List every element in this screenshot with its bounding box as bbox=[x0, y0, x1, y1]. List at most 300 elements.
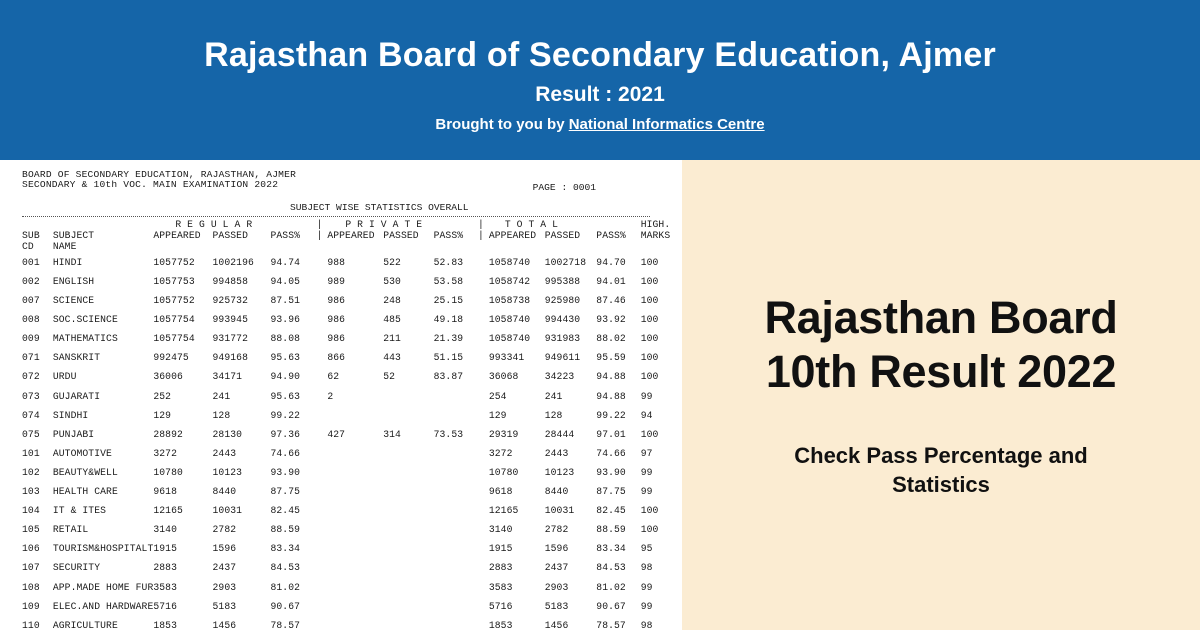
cell-private-appeared bbox=[327, 501, 383, 520]
promo-title-line-2: 10th Result 2022 bbox=[765, 346, 1117, 398]
cell-total-pct: 74.66 bbox=[596, 447, 626, 459]
cell-subject-code: 106 bbox=[22, 543, 40, 555]
cell-subject-code: 104 bbox=[22, 505, 40, 517]
cell-subject-code: 102 bbox=[22, 466, 40, 478]
cell-regular-appeared: 5716 bbox=[153, 600, 178, 612]
cell-private-pct bbox=[434, 597, 478, 616]
cell-regular-appeared: 1057752 bbox=[153, 256, 195, 268]
cell-subject-name: GUJARATI bbox=[52, 390, 101, 402]
cell-total-appeared: 10780 bbox=[488, 466, 519, 478]
cell-private-passed: 443 bbox=[383, 352, 401, 364]
cell-separator bbox=[478, 482, 489, 501]
cell-subject-name: TOURISM&HOSPITALT bbox=[52, 543, 154, 555]
table-row bbox=[22, 558, 682, 577]
cell-separator bbox=[317, 291, 328, 310]
cell-separator bbox=[317, 329, 328, 348]
col-high-marks: MARKS bbox=[640, 230, 671, 242]
cell-private-appeared bbox=[327, 616, 383, 630]
cell-total-appeared: 3272 bbox=[488, 447, 513, 459]
col-private-passed: PASSED bbox=[383, 230, 419, 242]
cell-regular-appeared: 3140 bbox=[153, 524, 178, 536]
cell-regular-appeared: 252 bbox=[153, 390, 172, 402]
cell-private-appeared: 986 bbox=[327, 333, 346, 345]
cell-total-passed: 2443 bbox=[544, 447, 569, 459]
cell-subject-code: 009 bbox=[22, 333, 40, 345]
cell-private-passed: 530 bbox=[383, 276, 401, 288]
cell-regular-appeared: 129 bbox=[153, 409, 172, 421]
cell-private-passed: 248 bbox=[383, 295, 401, 307]
cell-subject-code: 105 bbox=[22, 524, 40, 536]
table-row bbox=[22, 520, 682, 539]
cell-private-appeared: 427 bbox=[327, 428, 346, 440]
cell-total-pct: 93.90 bbox=[596, 466, 626, 478]
cell-separator bbox=[478, 616, 489, 630]
table-column-header-row-2 bbox=[22, 242, 682, 253]
cell-separator bbox=[478, 597, 489, 616]
promo-subtitle bbox=[794, 442, 1087, 499]
cell-total-pct: 94.88 bbox=[596, 390, 626, 402]
cell-private-passed: 314 bbox=[383, 428, 401, 440]
cell-regular-passed: 2437 bbox=[212, 562, 237, 574]
cell-total-appeared: 9618 bbox=[488, 486, 513, 498]
col-regular-passed: PASSED bbox=[212, 230, 248, 242]
cell-regular-pct: 84.53 bbox=[270, 562, 301, 574]
cell-subject-name: PUNJABI bbox=[52, 428, 95, 440]
cell-high-marks: 100 bbox=[640, 428, 659, 440]
cell-total-pct: 78.57 bbox=[596, 619, 626, 630]
cell-total-passed: 10123 bbox=[544, 466, 575, 478]
cell-regular-pct: 81.02 bbox=[270, 581, 301, 593]
cell-total-passed: 128 bbox=[544, 409, 563, 421]
banner-credit-prefix: Brought to you by bbox=[435, 116, 569, 134]
cell-private-appeared: 2 bbox=[327, 390, 334, 402]
cell-regular-appeared: 10780 bbox=[153, 466, 183, 478]
cell-regular-pct: 93.96 bbox=[270, 314, 301, 326]
cell-total-passed: 2903 bbox=[544, 581, 569, 593]
banner-subtitle: Result : 2021 bbox=[535, 83, 665, 107]
table-header bbox=[22, 220, 682, 253]
cell-subject-code: 002 bbox=[22, 276, 40, 288]
cell-separator bbox=[317, 425, 328, 444]
cell-private-appeared bbox=[327, 558, 383, 577]
group-sep-2: | bbox=[478, 219, 484, 231]
cell-subject-name: SECURITY bbox=[52, 562, 101, 574]
cell-regular-passed: 925732 bbox=[212, 295, 248, 307]
cell-private-appeared bbox=[327, 463, 383, 482]
divider-top bbox=[22, 216, 650, 217]
cell-total-appeared: 5716 bbox=[488, 600, 513, 612]
cell-total-appeared: 12165 bbox=[488, 505, 519, 517]
cell-high-marks: 100 bbox=[640, 505, 659, 517]
cell-high-marks: 99 bbox=[640, 390, 653, 402]
doc-header-line-1: BOARD OF SECONDARY EDUCATION, RAJASTHAN, AJMER bbox=[22, 169, 297, 180]
cell-private-pct bbox=[434, 387, 478, 406]
cell-regular-appeared: 992475 bbox=[153, 352, 189, 364]
table-row bbox=[22, 578, 682, 597]
cell-separator bbox=[317, 463, 328, 482]
table-row bbox=[22, 406, 682, 425]
cell-regular-passed: 128 bbox=[212, 409, 231, 421]
cell-separator bbox=[317, 616, 328, 630]
cell-private-appeared bbox=[327, 578, 383, 597]
table-row bbox=[22, 310, 682, 329]
table-row bbox=[22, 501, 682, 520]
cell-total-passed: 10031 bbox=[544, 505, 575, 517]
cell-private-pct bbox=[434, 406, 478, 425]
group-header-private: P R I V A T E bbox=[345, 219, 423, 231]
cell-high-marks: 100 bbox=[640, 371, 659, 383]
cell-high-marks: 100 bbox=[640, 333, 659, 345]
group-header-total: T O T A L bbox=[504, 219, 559, 231]
cell-subject-code: 071 bbox=[22, 352, 40, 364]
cell-subject-code: 107 bbox=[22, 562, 40, 574]
cell-subject-name: APP.MADE HOME FUR bbox=[52, 581, 154, 593]
cell-subject-code: 103 bbox=[22, 486, 40, 498]
cell-regular-appeared: 3583 bbox=[153, 581, 178, 593]
cell-regular-pct: 94.05 bbox=[270, 276, 301, 288]
cell-regular-pct: 87.51 bbox=[270, 295, 301, 307]
cell-separator bbox=[317, 520, 328, 539]
col-regular-appeared: APPEARED bbox=[153, 230, 201, 242]
cell-subject-name: SOC.SCIENCE bbox=[52, 314, 118, 326]
cell-total-pct: 94.70 bbox=[596, 256, 626, 268]
col-sep-1: | bbox=[316, 230, 323, 242]
banner-title: Rajasthan Board of Secondary Education, Ajmer bbox=[204, 36, 996, 74]
promo-subtitle-line-2: Statistics bbox=[892, 471, 990, 497]
cell-private-passed bbox=[383, 558, 433, 577]
cell-total-pct: 97.01 bbox=[596, 428, 626, 440]
cell-private-pct: 21.39 bbox=[433, 333, 464, 345]
cell-regular-passed: 2903 bbox=[212, 581, 237, 593]
cell-total-appeared: 29319 bbox=[488, 428, 519, 440]
cell-total-passed: 995388 bbox=[544, 276, 581, 288]
cell-total-pct: 90.67 bbox=[596, 600, 626, 612]
cell-private-pct: 52.83 bbox=[433, 256, 464, 268]
cell-regular-passed: 931772 bbox=[212, 333, 248, 345]
promo-title-line-1: Rajasthan Board bbox=[764, 291, 1118, 343]
cell-separator bbox=[317, 558, 328, 577]
cell-private-passed: 52 bbox=[383, 371, 396, 383]
cell-total-passed: 925980 bbox=[544, 295, 581, 307]
cell-separator bbox=[478, 578, 489, 597]
cell-regular-passed: 28130 bbox=[212, 428, 243, 440]
col-total-appeared: APPEARED bbox=[488, 230, 537, 242]
cell-private-passed bbox=[383, 463, 433, 482]
cell-private-appeared: 62 bbox=[327, 371, 340, 383]
table-row bbox=[22, 425, 682, 444]
cell-private-pct bbox=[434, 616, 478, 630]
cell-regular-passed: 2782 bbox=[212, 524, 237, 536]
col-sep-2: | bbox=[478, 230, 484, 242]
cell-subject-code: 001 bbox=[22, 256, 40, 268]
cell-total-appeared: 129 bbox=[488, 409, 507, 421]
cell-regular-appeared: 1853 bbox=[153, 619, 178, 630]
cell-separator bbox=[317, 444, 328, 463]
col-sub: SUB bbox=[22, 230, 40, 242]
cell-private-pct: 73.53 bbox=[433, 428, 464, 440]
cell-subject-code: 072 bbox=[22, 371, 40, 383]
col-total-passed: PASSED bbox=[544, 230, 581, 242]
cell-total-pct: 81.02 bbox=[596, 581, 626, 593]
cell-regular-passed: 241 bbox=[212, 390, 231, 402]
cell-high-marks: 100 bbox=[640, 295, 659, 307]
cell-private-passed bbox=[383, 616, 433, 630]
cell-regular-passed: 1596 bbox=[212, 543, 237, 555]
cell-high-marks: 100 bbox=[640, 314, 659, 326]
cell-private-pct bbox=[434, 539, 478, 558]
cell-high-marks: 97 bbox=[640, 447, 653, 459]
cell-regular-passed: 2443 bbox=[212, 447, 237, 459]
cell-private-appeared: 866 bbox=[327, 352, 346, 364]
promo-title bbox=[764, 291, 1117, 401]
cell-separator bbox=[478, 253, 489, 272]
cell-private-passed bbox=[383, 444, 433, 463]
cell-total-appeared: 1058740 bbox=[488, 256, 531, 268]
cell-private-pct bbox=[434, 520, 478, 539]
cell-total-appeared: 36068 bbox=[488, 371, 519, 383]
cell-private-passed: 522 bbox=[383, 256, 401, 268]
cell-private-appeared bbox=[327, 406, 383, 425]
cell-private-passed bbox=[383, 520, 433, 539]
cell-separator bbox=[317, 348, 328, 367]
table-row bbox=[22, 597, 682, 616]
group-header-regular: R E G U L A R bbox=[175, 219, 253, 231]
promo-subtitle-line-1: Check Pass Percentage and bbox=[794, 443, 1088, 469]
cell-total-appeared: 1058740 bbox=[488, 314, 531, 326]
cell-private-appeared bbox=[327, 597, 383, 616]
doc-center-title: SUBJECT WISE STATISTICS OVERALL bbox=[290, 201, 469, 213]
cell-separator bbox=[478, 329, 489, 348]
cell-total-pct: 83.34 bbox=[596, 543, 626, 555]
table-row bbox=[22, 463, 682, 482]
cell-total-pct: 87.46 bbox=[596, 295, 626, 307]
cell-total-appeared: 2883 bbox=[488, 562, 513, 574]
cell-total-passed: 241 bbox=[544, 390, 563, 402]
table-row bbox=[22, 482, 682, 501]
cell-subject-code: 108 bbox=[22, 581, 40, 593]
cell-regular-appeared: 2883 bbox=[153, 562, 178, 574]
cell-separator bbox=[478, 367, 489, 386]
cell-total-passed: 2437 bbox=[544, 562, 569, 574]
cell-regular-appeared: 3272 bbox=[153, 447, 178, 459]
cell-private-pct bbox=[434, 482, 478, 501]
cell-separator bbox=[478, 387, 489, 406]
cell-regular-passed: 5183 bbox=[212, 600, 237, 612]
cell-separator bbox=[317, 406, 328, 425]
cell-private-passed bbox=[383, 501, 433, 520]
cell-regular-passed: 34171 bbox=[212, 371, 243, 383]
cell-regular-appeared: 1915 bbox=[153, 543, 178, 555]
cell-high-marks: 100 bbox=[640, 524, 659, 536]
table-row bbox=[22, 444, 682, 463]
cell-regular-appeared: 28892 bbox=[153, 428, 183, 440]
cell-separator bbox=[317, 501, 328, 520]
cell-regular-appeared: 1057753 bbox=[153, 276, 195, 288]
cell-private-passed bbox=[383, 597, 433, 616]
table-row bbox=[22, 616, 682, 630]
cell-subject-name: HINDI bbox=[52, 256, 83, 268]
cell-regular-passed: 949168 bbox=[212, 352, 248, 364]
cell-total-appeared: 1058738 bbox=[488, 295, 531, 307]
col-private-appeared: APPEARED bbox=[327, 230, 375, 242]
cell-total-pct: 93.92 bbox=[596, 314, 626, 326]
cell-high-marks: 99 bbox=[640, 486, 653, 498]
cell-private-pct: 25.15 bbox=[433, 295, 464, 307]
cell-separator bbox=[317, 253, 328, 272]
cell-separator bbox=[478, 310, 489, 329]
table-row bbox=[22, 329, 682, 348]
cell-private-appeared: 989 bbox=[327, 276, 346, 288]
cell-separator bbox=[317, 272, 328, 291]
cell-regular-pct: 99.22 bbox=[270, 409, 301, 421]
cell-subject-name: IT & ITES bbox=[52, 505, 107, 517]
cell-regular-appeared: 36006 bbox=[153, 371, 183, 383]
cell-high-marks: 99 bbox=[640, 466, 653, 478]
cell-total-appeared: 993341 bbox=[488, 352, 525, 364]
table-row bbox=[22, 348, 682, 367]
group-sep-1: | bbox=[316, 219, 323, 231]
cell-regular-pct: 74.66 bbox=[270, 447, 301, 459]
cell-total-passed: 1002718 bbox=[544, 256, 587, 268]
cell-total-appeared: 3140 bbox=[488, 524, 513, 536]
cell-separator bbox=[478, 425, 489, 444]
cell-subject-name: SINDHI bbox=[52, 409, 89, 421]
cell-regular-passed: 1002196 bbox=[212, 256, 254, 268]
cell-regular-appeared: 9618 bbox=[153, 486, 178, 498]
cell-separator bbox=[478, 406, 489, 425]
cell-subject-name: BEAUTY&WELL bbox=[52, 466, 118, 478]
cell-separator bbox=[478, 463, 489, 482]
cell-total-pct: 87.75 bbox=[596, 486, 626, 498]
cell-total-passed: 1456 bbox=[544, 619, 569, 630]
cell-regular-appeared: 1057752 bbox=[153, 295, 195, 307]
cell-high-marks: 100 bbox=[640, 276, 659, 288]
cell-total-pct: 82.45 bbox=[596, 505, 626, 517]
group-header-high: HIGH. bbox=[640, 219, 671, 231]
cell-regular-appeared: 1057754 bbox=[153, 333, 195, 345]
cell-high-marks: 94 bbox=[640, 409, 653, 421]
cell-high-marks: 99 bbox=[640, 600, 653, 612]
col-subject: SUBJECT bbox=[52, 230, 95, 242]
cell-private-pct bbox=[434, 444, 478, 463]
cell-separator bbox=[317, 310, 328, 329]
cell-total-appeared: 1058742 bbox=[488, 276, 531, 288]
cell-regular-pct: 94.74 bbox=[270, 256, 301, 268]
cell-private-pct: 83.87 bbox=[433, 371, 464, 383]
cell-subject-name: HEALTH CARE bbox=[52, 486, 118, 498]
cell-separator bbox=[317, 578, 328, 597]
cell-regular-passed: 1456 bbox=[212, 619, 237, 630]
cell-total-passed: 931983 bbox=[544, 333, 581, 345]
cell-subject-code: 110 bbox=[22, 619, 40, 630]
cell-high-marks: 95 bbox=[640, 543, 653, 555]
table-column-header-row bbox=[22, 231, 682, 242]
cell-regular-passed: 993945 bbox=[212, 314, 248, 326]
col-regular-pct: PASS% bbox=[270, 230, 301, 242]
col-cd: CD bbox=[22, 241, 34, 253]
cell-separator bbox=[478, 348, 489, 367]
cell-private-passed bbox=[383, 482, 433, 501]
cell-total-passed: 28444 bbox=[544, 428, 575, 440]
cell-private-appeared bbox=[327, 444, 383, 463]
cell-subject-name: RETAIL bbox=[52, 524, 89, 536]
cell-high-marks: 98 bbox=[640, 619, 653, 630]
cell-regular-pct: 82.45 bbox=[270, 505, 301, 517]
header-banner bbox=[0, 0, 1200, 160]
cell-regular-pct: 94.90 bbox=[270, 371, 301, 383]
cell-total-appeared: 254 bbox=[488, 390, 507, 402]
cell-total-pct: 99.22 bbox=[596, 409, 626, 421]
cell-total-appeared: 1853 bbox=[488, 619, 513, 630]
cell-private-passed: 485 bbox=[383, 314, 401, 326]
cell-total-pct: 88.02 bbox=[596, 333, 626, 345]
cell-regular-pct: 78.57 bbox=[270, 619, 301, 630]
cell-total-passed: 2782 bbox=[544, 524, 569, 536]
cell-regular-appeared: 12165 bbox=[153, 505, 183, 517]
cell-subject-code: 109 bbox=[22, 600, 40, 612]
cell-subject-name: AUTOMOTIVE bbox=[52, 447, 112, 459]
cell-separator bbox=[478, 558, 489, 577]
cell-total-pct: 95.59 bbox=[596, 352, 626, 364]
cell-total-appeared: 1915 bbox=[488, 543, 513, 555]
cell-private-appeared: 986 bbox=[327, 295, 346, 307]
cell-private-appeared bbox=[327, 520, 383, 539]
cell-regular-passed: 994858 bbox=[212, 276, 248, 288]
cell-separator bbox=[317, 539, 328, 558]
cell-regular-pct: 95.63 bbox=[270, 390, 301, 402]
cell-total-appeared: 3583 bbox=[488, 581, 513, 593]
cell-regular-pct: 88.08 bbox=[270, 333, 301, 345]
cell-total-passed: 34223 bbox=[544, 371, 575, 383]
cell-separator bbox=[317, 597, 328, 616]
cell-total-pct: 94.88 bbox=[596, 371, 626, 383]
cell-regular-passed: 10031 bbox=[212, 505, 243, 517]
cell-private-passed bbox=[383, 539, 433, 558]
cell-high-marks: 100 bbox=[640, 352, 659, 364]
subject-statistics-table bbox=[22, 220, 682, 630]
cell-subject-code: 075 bbox=[22, 428, 40, 440]
col-name: NAME bbox=[52, 241, 77, 253]
cell-high-marks: 100 bbox=[640, 256, 659, 268]
cell-separator bbox=[478, 444, 489, 463]
cell-private-passed bbox=[383, 578, 433, 597]
cell-subject-name: SCIENCE bbox=[52, 295, 95, 307]
cell-separator bbox=[317, 482, 328, 501]
doc-header-line-2: SECONDARY & 10th VOC. MAIN EXAMINATION 2022 bbox=[22, 178, 279, 190]
cell-separator bbox=[317, 367, 328, 386]
col-private-pct: PASS% bbox=[433, 230, 464, 242]
cell-total-pct: 84.53 bbox=[596, 562, 626, 574]
cell-private-pct bbox=[434, 578, 478, 597]
cell-separator bbox=[478, 520, 489, 539]
cell-separator bbox=[317, 387, 328, 406]
cell-subject-name: ENGLISH bbox=[52, 276, 95, 288]
table-row bbox=[22, 539, 682, 558]
cell-regular-passed: 10123 bbox=[212, 466, 243, 478]
cell-subject-code: 074 bbox=[22, 409, 40, 421]
cell-subject-code: 007 bbox=[22, 295, 40, 307]
result-document bbox=[0, 160, 682, 630]
cell-separator bbox=[478, 291, 489, 310]
cell-private-passed bbox=[383, 406, 433, 425]
cell-separator bbox=[478, 501, 489, 520]
cell-private-appeared bbox=[327, 482, 383, 501]
nic-link[interactable]: National Informatics Centre bbox=[568, 116, 765, 134]
cell-regular-pct: 88.59 bbox=[270, 524, 301, 536]
cell-regular-appeared: 1057754 bbox=[153, 314, 195, 326]
cell-total-passed: 8440 bbox=[544, 486, 569, 498]
table-row bbox=[22, 387, 682, 406]
